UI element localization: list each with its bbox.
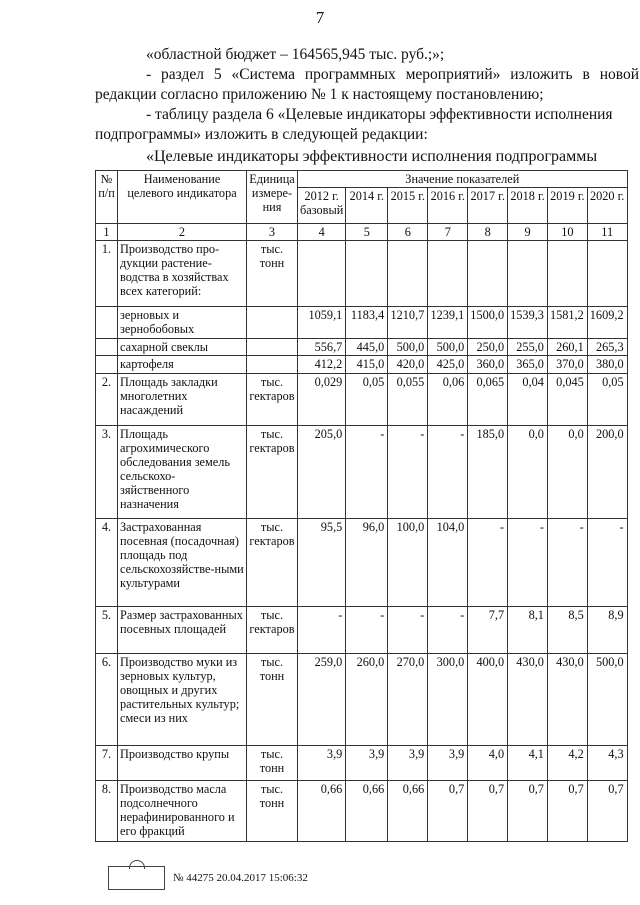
value-cell: 1500,0: [468, 307, 508, 339]
value-cell: 0,045: [547, 374, 587, 426]
value-cell: 0,029: [298, 374, 346, 426]
unit: тыс. гектаров: [247, 519, 298, 607]
row-number: [96, 356, 118, 374]
table-row: [96, 339, 628, 356]
value-cell: 0,05: [346, 374, 388, 426]
header-num: № п/п: [96, 171, 118, 224]
table-row: [96, 241, 628, 307]
value-cell: 1539,3: [508, 307, 548, 339]
value-cell: 1239,1: [428, 307, 468, 339]
table-row: [96, 519, 628, 607]
value-cell: 3,9: [428, 746, 468, 781]
indicator-name: Площадь агрохимического обследования земель сельскохо-зяйственного назначения: [118, 426, 247, 519]
value-cell: 500,0: [428, 339, 468, 356]
table-row: [96, 426, 628, 519]
value-cell: 1581,2: [547, 307, 587, 339]
paragraph-line: подпрограммы» изложить в следующей редакции:: [95, 126, 428, 143]
value-cell: 500,0: [388, 339, 428, 356]
value-cell: -: [298, 607, 346, 654]
value-cell: 8,1: [508, 607, 548, 654]
header-year: 2018 г.: [508, 188, 548, 224]
unit: тыс. тонн: [247, 241, 298, 307]
value-cell: [547, 241, 587, 307]
indicator-name: зерновых и зернобобовых: [118, 307, 247, 339]
indicator-name: Производство муки из зерновых культур, овощных и других растительных культур; смеси из них: [118, 654, 247, 746]
header-year: 2015 г.: [388, 188, 428, 224]
indicator-name: картофеля: [118, 356, 247, 374]
row-number: 7.: [96, 746, 118, 781]
row-number: 8.: [96, 781, 118, 842]
row-number: 2.: [96, 374, 118, 426]
value-cell: 365,0: [508, 356, 548, 374]
value-cell: 0,065: [468, 374, 508, 426]
value-cell: 415,0: [346, 356, 388, 374]
value-cell: -: [547, 519, 587, 607]
column-number: 7: [428, 224, 468, 241]
unit: тыс. гектаров: [247, 426, 298, 519]
value-cell: 380,0: [587, 356, 627, 374]
value-cell: 0,0: [547, 426, 587, 519]
unit: тыс. тонн: [247, 654, 298, 746]
value-cell: 430,0: [508, 654, 548, 746]
unit: тыс. гектаров: [247, 607, 298, 654]
value-cell: 4,0: [468, 746, 508, 781]
value-cell: -: [346, 607, 388, 654]
header-unit: Единица измере-ния: [247, 171, 298, 224]
paragraph-line: редакции согласно приложению № 1 к настоящему постановлению;: [95, 86, 544, 103]
value-cell: [388, 241, 428, 307]
value-cell: 0,7: [508, 781, 548, 842]
indicator-name: Размер застрахованных посевных площадей: [118, 607, 247, 654]
row-number: 6.: [96, 654, 118, 746]
table-row: [96, 356, 628, 374]
value-cell: 265,3: [587, 339, 627, 356]
value-cell: [428, 241, 468, 307]
column-number: 5: [346, 224, 388, 241]
row-number: 3.: [96, 426, 118, 519]
value-cell: 7,7: [468, 607, 508, 654]
value-cell: -: [468, 519, 508, 607]
header-year: 2020 г.: [587, 188, 627, 224]
column-number: 1: [96, 224, 118, 241]
value-cell: 270,0: [388, 654, 428, 746]
value-cell: 3,9: [388, 746, 428, 781]
value-cell: 0,7: [587, 781, 627, 842]
table-row: [96, 374, 628, 426]
header-year: 2016 г.: [428, 188, 468, 224]
table-row: [96, 781, 628, 842]
emblem-logo: [108, 866, 165, 890]
value-cell: 420,0: [388, 356, 428, 374]
header-year: 2012 г. базовый: [298, 188, 346, 224]
indicator-name: Площадь закладки многолетних насаждений: [118, 374, 247, 426]
row-number: 4.: [96, 519, 118, 607]
unit: тыс. тонн: [247, 781, 298, 842]
value-cell: 0,66: [346, 781, 388, 842]
value-cell: 370,0: [547, 356, 587, 374]
value-cell: 0,0: [508, 426, 548, 519]
value-cell: 1210,7: [388, 307, 428, 339]
value-cell: 259,0: [298, 654, 346, 746]
value-cell: 4,3: [587, 746, 627, 781]
value-cell: 260,0: [346, 654, 388, 746]
value-cell: 4,1: [508, 746, 548, 781]
value-cell: 0,05: [587, 374, 627, 426]
header-name: Наименование целевого индикатора: [118, 171, 247, 224]
unit: тыс. гектаров: [247, 374, 298, 426]
column-number: 8: [468, 224, 508, 241]
column-number: 6: [388, 224, 428, 241]
table-row: [96, 307, 628, 339]
column-number: 11: [587, 224, 627, 241]
row-number: [96, 339, 118, 356]
value-cell: 1183,4: [346, 307, 388, 339]
value-cell: 425,0: [428, 356, 468, 374]
indicator-name: Производство про-дукции растение-водства в хозяйствах всех категорий:: [118, 241, 247, 307]
value-cell: 445,0: [346, 339, 388, 356]
indicator-name: Производство крупы: [118, 746, 247, 781]
table-row: [96, 654, 628, 746]
row-number: [96, 307, 118, 339]
value-cell: 100,0: [388, 519, 428, 607]
paragraph-line: «областной бюджет – 164565,945 тыс. руб.;»;: [146, 46, 445, 63]
value-cell: -: [428, 426, 468, 519]
value-cell: 0,06: [428, 374, 468, 426]
unit: [247, 339, 298, 356]
paragraph-line: - раздел 5 «Система программных мероприятий» изложить в новой: [146, 66, 639, 83]
value-cell: 1059,1: [298, 307, 346, 339]
value-cell: 250,0: [468, 339, 508, 356]
value-cell: 0,7: [468, 781, 508, 842]
header-values-group: Значение показателей: [298, 171, 628, 188]
column-number: 4: [298, 224, 346, 241]
value-cell: 96,0: [346, 519, 388, 607]
value-cell: 260,1: [547, 339, 587, 356]
unit: [247, 356, 298, 374]
value-cell: -: [587, 519, 627, 607]
value-cell: [508, 241, 548, 307]
value-cell: 412,2: [298, 356, 346, 374]
value-cell: 104,0: [428, 519, 468, 607]
value-cell: 0,66: [388, 781, 428, 842]
value-cell: 556,7: [298, 339, 346, 356]
value-cell: 0,7: [547, 781, 587, 842]
column-number: 9: [508, 224, 548, 241]
value-cell: 3,9: [298, 746, 346, 781]
value-cell: 1609,2: [587, 307, 627, 339]
registration-stamp: № 44275 20.04.2017 15:06:32: [173, 872, 308, 884]
value-cell: -: [388, 426, 428, 519]
value-cell: 3,9: [346, 746, 388, 781]
header-year: 2019 г.: [547, 188, 587, 224]
header-year: 2014 г.: [346, 188, 388, 224]
row-number: 5.: [96, 607, 118, 654]
indicator-name: Производство масла подсолнечного нерафинированного и его фракций: [118, 781, 247, 842]
value-cell: [587, 241, 627, 307]
indicator-name: сахарной свеклы: [118, 339, 247, 356]
page-number: 7: [315, 8, 325, 27]
unit: [247, 307, 298, 339]
table-title: «Целевые индикаторы эффективности исполнения подпрограммы: [146, 148, 598, 165]
value-cell: 400,0: [468, 654, 508, 746]
value-cell: 4,2: [547, 746, 587, 781]
value-cell: 0,7: [428, 781, 468, 842]
column-number: 10: [547, 224, 587, 241]
unit: тыс. тонн: [247, 746, 298, 781]
value-cell: 360,0: [468, 356, 508, 374]
table-row: [96, 607, 628, 654]
value-cell: 300,0: [428, 654, 468, 746]
value-cell: -: [508, 519, 548, 607]
value-cell: 255,0: [508, 339, 548, 356]
table-row: [96, 746, 628, 781]
column-number: 2: [118, 224, 247, 241]
row-number: 1.: [96, 241, 118, 307]
value-cell: [298, 241, 346, 307]
column-number: 3: [247, 224, 298, 241]
value-cell: 95,5: [298, 519, 346, 607]
paragraph-line: - таблицу раздела 6 «Целевые индикаторы эффективности исполнения: [146, 106, 613, 123]
value-cell: [346, 241, 388, 307]
value-cell: 8,5: [547, 607, 587, 654]
value-cell: -: [346, 426, 388, 519]
value-cell: 0,04: [508, 374, 548, 426]
value-cell: -: [428, 607, 468, 654]
value-cell: 430,0: [547, 654, 587, 746]
value-cell: 500,0: [587, 654, 627, 746]
value-cell: 8,9: [587, 607, 627, 654]
header-year: 2017 г.: [468, 188, 508, 224]
value-cell: [468, 241, 508, 307]
value-cell: -: [388, 607, 428, 654]
indicator-name: Застрахованная посевная (посадочная) площадь под сельскохозяйстве-ными культурами: [118, 519, 247, 607]
footer-stamp: [108, 866, 308, 890]
value-cell: 0,055: [388, 374, 428, 426]
value-cell: 0,66: [298, 781, 346, 842]
value-cell: 200,0: [587, 426, 627, 519]
value-cell: 205,0: [298, 426, 346, 519]
value-cell: 185,0: [468, 426, 508, 519]
indicators-table: [95, 170, 628, 842]
